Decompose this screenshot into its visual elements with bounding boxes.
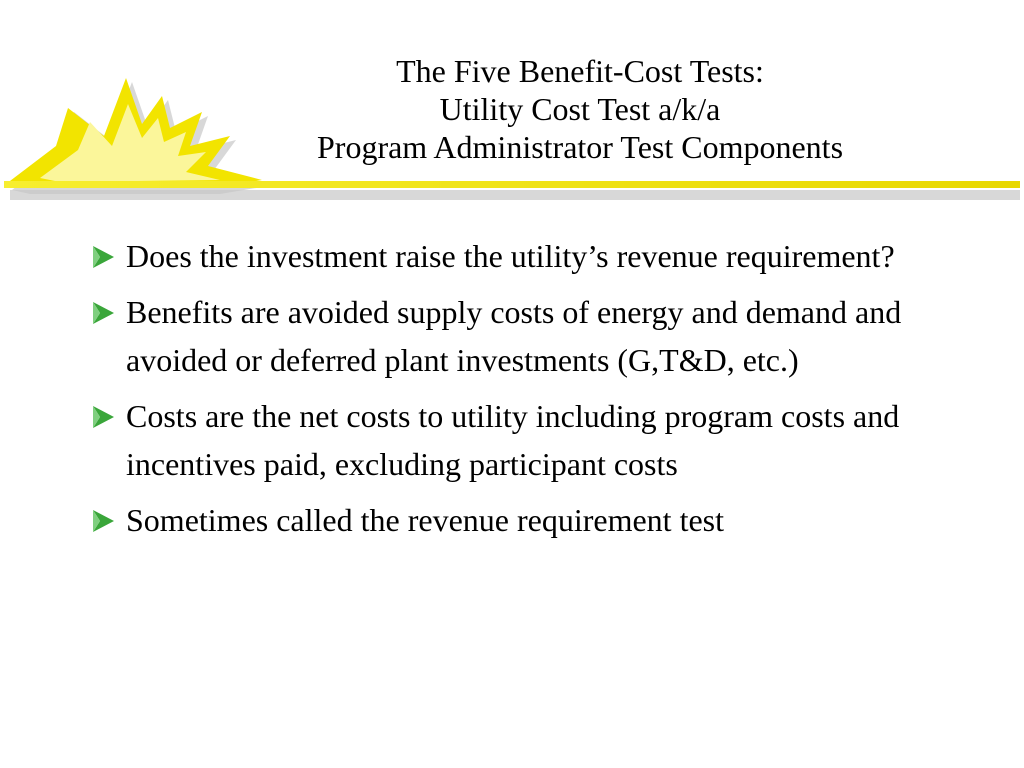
- slide-title: [200, 52, 960, 166]
- arrow-bullet-icon: [90, 508, 116, 534]
- bullet-item: [88, 232, 948, 280]
- bullet-text: Costs are the net costs to utility including program costs and incentives paid, excluding participant costs: [126, 398, 900, 482]
- arrow-bullet-icon: [90, 244, 116, 270]
- arrow-bullet-icon: [90, 404, 116, 430]
- bullet-text: Sometimes called the revenue requirement test: [126, 502, 724, 538]
- bullet-list: [88, 232, 948, 552]
- title-line-2: Utility Cost Test a/k/a: [439, 91, 721, 127]
- bullet-text: Does the investment raise the utility’s revenue requirement?: [126, 238, 895, 274]
- title-line-3: Program Administrator Test Components: [316, 129, 844, 165]
- bullet-item: [88, 496, 948, 544]
- arrow-bullet-icon: [90, 300, 116, 326]
- bullet-text: Benefits are avoided supply costs of energy and demand and avoided or deferred plant investments (G,T&D, etc.): [126, 294, 902, 378]
- bullet-item: [88, 288, 948, 384]
- title-line-1: The Five Benefit-Cost Tests:: [396, 53, 764, 89]
- bullet-item: [88, 392, 948, 488]
